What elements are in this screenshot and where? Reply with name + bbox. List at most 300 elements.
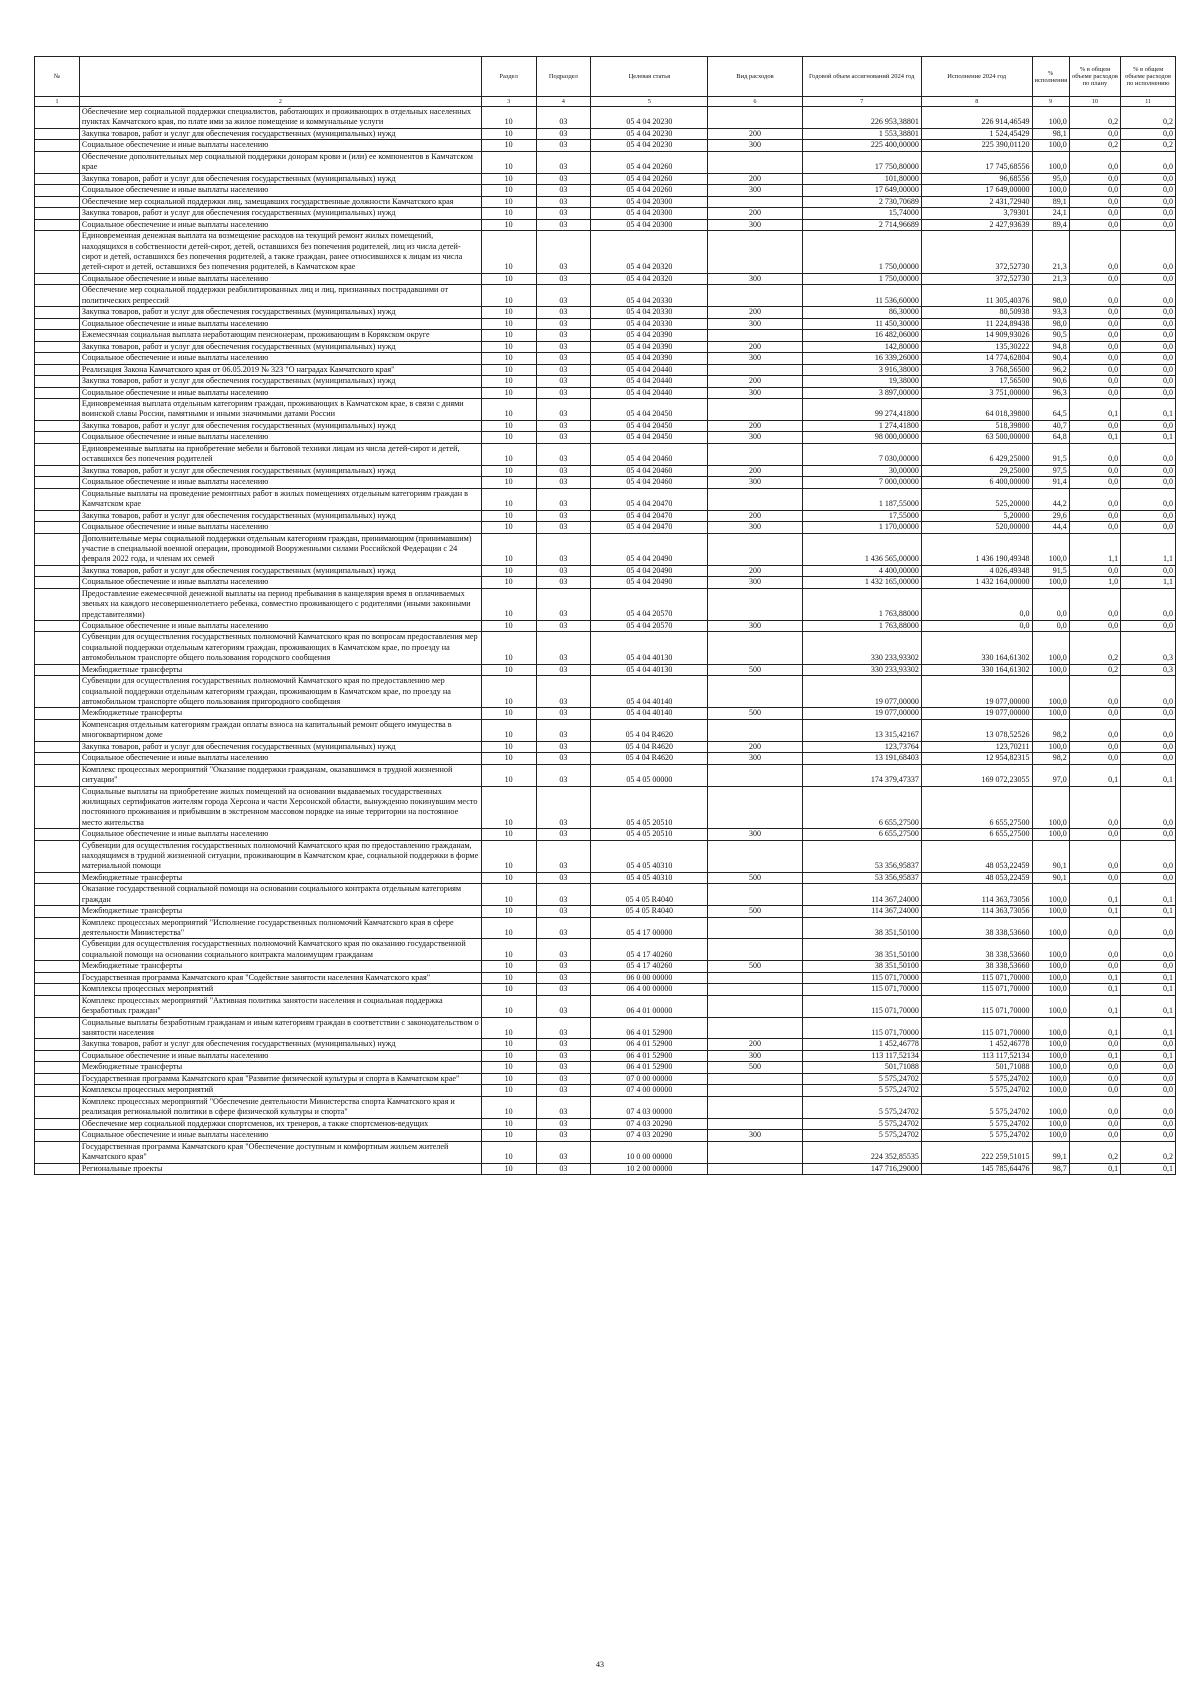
- podrazdel-cell: 03: [536, 273, 591, 285]
- column-number: 7: [802, 97, 921, 107]
- row-number-cell: [35, 285, 80, 307]
- annual-plan-cell: 101,80000: [802, 173, 921, 185]
- razdel-cell: 10: [481, 196, 536, 208]
- share-plan-cell: 0,0: [1069, 196, 1120, 208]
- share-plan-cell: 0,0: [1069, 219, 1120, 231]
- podrazdel-cell: 03: [536, 884, 591, 906]
- target-article-cell: 05 4 04 R4620: [591, 753, 708, 765]
- share-plan-cell: 0,0: [1069, 387, 1120, 399]
- execution-percent-cell: 40,7: [1032, 420, 1069, 432]
- annual-plan-cell: 3 916,38000: [802, 364, 921, 376]
- share-execution-cell: 0,0: [1121, 840, 1176, 872]
- row-number-cell: [35, 522, 80, 534]
- execution-cell: 372,52730: [921, 273, 1032, 285]
- target-article-cell: 05 4 05 40310: [591, 872, 708, 884]
- share-execution-cell: 0,0: [1121, 1118, 1176, 1130]
- expense-type-cell: [708, 939, 802, 961]
- podrazdel-cell: 03: [536, 664, 591, 676]
- execution-percent-cell: 100,0: [1032, 140, 1069, 152]
- razdel-cell: 10: [481, 307, 536, 319]
- row-number-cell: [35, 533, 80, 565]
- item-name: Межбюджетные трансферты: [79, 1062, 481, 1074]
- item-name: Компенсация отдельным категориям граждан оплаты взноса на капитальный ремонт общего имущества в многоквартирном доме: [79, 719, 481, 741]
- annual-plan-cell: 53 356,95837: [802, 840, 921, 872]
- share-execution-cell: 0,1: [1121, 972, 1176, 984]
- share-plan-cell: 0,2: [1069, 1141, 1120, 1163]
- podrazdel-cell: 03: [536, 173, 591, 185]
- execution-percent-cell: 24,1: [1032, 208, 1069, 220]
- row-number-cell: [35, 1130, 80, 1142]
- share-execution-cell: 0,0: [1121, 565, 1176, 577]
- podrazdel-cell: 03: [536, 620, 591, 632]
- share-plan-cell: 0,2: [1069, 107, 1120, 129]
- share-execution-cell: 0,0: [1121, 961, 1176, 973]
- execution-percent-cell: 0,0: [1032, 620, 1069, 632]
- target-article-cell: 06 4 01 52900: [591, 1050, 708, 1062]
- razdel-cell: 10: [481, 829, 536, 841]
- razdel-cell: 10: [481, 984, 536, 996]
- execution-cell: 6 429,25000: [921, 443, 1032, 465]
- execution-cell: 5 575,24702: [921, 1073, 1032, 1085]
- target-article-cell: 10 0 00 00000: [591, 1141, 708, 1163]
- share-plan-cell: 0,1: [1069, 906, 1120, 918]
- row-number-cell: [35, 488, 80, 510]
- execution-percent-cell: 100,0: [1032, 664, 1069, 676]
- target-article-cell: 05 4 04 20330: [591, 285, 708, 307]
- expense-type-cell: 200: [708, 208, 802, 220]
- column-number: 2: [79, 97, 481, 107]
- razdel-cell: 10: [481, 1050, 536, 1062]
- table-row: [35, 884, 1176, 906]
- item-name: Социальное обеспечение и иные выплаты населению: [79, 753, 481, 765]
- item-name: Обеспечение мер социальной поддержки реабилитированных лиц и лиц, признанных пострадавшими от политических репрессий: [79, 285, 481, 307]
- share-plan-cell: 0,0: [1069, 307, 1120, 319]
- item-name: Субвенции для осуществления государственных полномочий Камчатского края по оказанию государственной социальной помощи на основании социального контракта малоимущим гражданам: [79, 939, 481, 961]
- execution-percent-cell: 100,0: [1032, 1017, 1069, 1039]
- razdel-cell: 10: [481, 1073, 536, 1085]
- expense-type-cell: [708, 719, 802, 741]
- expense-type-cell: [708, 764, 802, 786]
- execution-percent-cell: 100,0: [1032, 906, 1069, 918]
- execution-cell: 115 071,70000: [921, 1017, 1032, 1039]
- podrazdel-cell: 03: [536, 577, 591, 589]
- share-plan-cell: 0,0: [1069, 961, 1120, 973]
- share-execution-cell: 0,0: [1121, 387, 1176, 399]
- podrazdel-cell: 03: [536, 753, 591, 765]
- table-row: [35, 151, 1176, 173]
- execution-percent-cell: 100,0: [1032, 972, 1069, 984]
- execution-cell: 1 432 164,00000: [921, 577, 1032, 589]
- podrazdel-cell: 03: [536, 764, 591, 786]
- table-row: [35, 1118, 1176, 1130]
- annual-plan-cell: 19,38000: [802, 376, 921, 388]
- annual-plan-cell: 6 655,27500: [802, 786, 921, 829]
- row-number-cell: [35, 995, 80, 1017]
- podrazdel-cell: 03: [536, 330, 591, 342]
- row-number-cell: [35, 399, 80, 421]
- annual-plan-cell: 2 714,96689: [802, 219, 921, 231]
- podrazdel-cell: 03: [536, 533, 591, 565]
- share-plan-cell: 0,0: [1069, 273, 1120, 285]
- podrazdel-cell: 03: [536, 840, 591, 872]
- share-execution-cell: 0,0: [1121, 708, 1176, 720]
- execution-cell: 3,79301: [921, 208, 1032, 220]
- target-article-cell: 05 4 04 20440: [591, 364, 708, 376]
- expense-type-cell: 300: [708, 1130, 802, 1142]
- table-row: [35, 972, 1176, 984]
- razdel-cell: 10: [481, 376, 536, 388]
- execution-cell: 123,70211: [921, 741, 1032, 753]
- table-row: [35, 318, 1176, 330]
- share-plan-cell: 0,1: [1069, 884, 1120, 906]
- expense-type-cell: [708, 884, 802, 906]
- annual-plan-cell: 1 750,00000: [802, 231, 921, 274]
- target-article-cell: 10 2 00 00000: [591, 1163, 708, 1175]
- row-number-cell: [35, 219, 80, 231]
- execution-cell: 38 338,53660: [921, 961, 1032, 973]
- budget-execution-table: [34, 56, 1176, 1175]
- share-execution-cell: 0,1: [1121, 906, 1176, 918]
- row-number-cell: [35, 764, 80, 786]
- razdel-cell: 10: [481, 884, 536, 906]
- annual-plan-cell: 115 071,70000: [802, 984, 921, 996]
- expense-type-cell: 300: [708, 829, 802, 841]
- annual-plan-cell: 30,00000: [802, 465, 921, 477]
- table-row: [35, 128, 1176, 140]
- execution-cell: 12 954,82315: [921, 753, 1032, 765]
- target-article-cell: 05 4 04 20490: [591, 577, 708, 589]
- podrazdel-cell: 03: [536, 708, 591, 720]
- item-name: Социальное обеспечение и иные выплаты населению: [79, 1050, 481, 1062]
- item-name: Межбюджетные трансферты: [79, 664, 481, 676]
- share-execution-cell: 0,0: [1121, 1039, 1176, 1051]
- row-number-cell: [35, 1073, 80, 1085]
- share-plan-cell: 0,0: [1069, 443, 1120, 465]
- annual-plan-cell: 5 575,24702: [802, 1130, 921, 1142]
- razdel-cell: 10: [481, 522, 536, 534]
- podrazdel-cell: 03: [536, 1050, 591, 1062]
- podrazdel-cell: 03: [536, 307, 591, 319]
- razdel-cell: 10: [481, 420, 536, 432]
- row-number-cell: [35, 906, 80, 918]
- annual-plan-cell: 226 953,38801: [802, 107, 921, 129]
- item-name: Социальное обеспечение и иные выплаты населению: [79, 140, 481, 152]
- expense-type-cell: [708, 995, 802, 1017]
- annual-plan-cell: 113 117,52134: [802, 1050, 921, 1062]
- annual-plan-cell: 7 030,00000: [802, 443, 921, 465]
- item-name: Государственная программа Камчатского края "Обеспечение доступным и комфортным жильем жителей Камчатского края": [79, 1141, 481, 1163]
- row-number-cell: [35, 1141, 80, 1163]
- share-execution-cell: 0,0: [1121, 231, 1176, 274]
- item-name: Закупка товаров, работ и услуг для обеспечения государственных (муниципальных) нужд: [79, 465, 481, 477]
- share-execution-cell: 0,0: [1121, 128, 1176, 140]
- target-article-cell: 05 4 04 20230: [591, 140, 708, 152]
- row-number-cell: [35, 984, 80, 996]
- row-number-cell: [35, 719, 80, 741]
- item-name: Ежемесячная социальная выплата неработающим пенсионерам, проживающим в Корякском округе: [79, 330, 481, 342]
- expense-type-cell: [708, 231, 802, 274]
- razdel-cell: 10: [481, 488, 536, 510]
- table-row: [35, 664, 1176, 676]
- execution-cell: 520,00000: [921, 522, 1032, 534]
- annual-plan-cell: 13 315,42167: [802, 719, 921, 741]
- annual-plan-cell: 1 553,38801: [802, 128, 921, 140]
- target-article-cell: 05 4 05 R4040: [591, 884, 708, 906]
- annual-plan-cell: 115 071,70000: [802, 995, 921, 1017]
- item-name: Закупка товаров, работ и услуг для обеспечения государственных (муниципальных) нужд: [79, 173, 481, 185]
- execution-percent-cell: 21,3: [1032, 273, 1069, 285]
- execution-cell: 1 452,46778: [921, 1039, 1032, 1051]
- execution-cell: 19 077,00000: [921, 676, 1032, 708]
- item-name: Закупка товаров, работ и услуг для обеспечения государственных (муниципальных) нужд: [79, 1039, 481, 1051]
- header-podrazdel: Подраздел: [536, 57, 591, 97]
- execution-percent-cell: 100,0: [1032, 961, 1069, 973]
- target-article-cell: 05 4 05 20510: [591, 829, 708, 841]
- target-article-cell: 05 4 04 40130: [591, 664, 708, 676]
- share-plan-cell: 0,0: [1069, 708, 1120, 720]
- podrazdel-cell: 03: [536, 219, 591, 231]
- target-article-cell: 05 4 04 20450: [591, 420, 708, 432]
- podrazdel-cell: 03: [536, 376, 591, 388]
- header-target-article: Целевая статья: [591, 57, 708, 97]
- expense-type-cell: 300: [708, 1050, 802, 1062]
- target-article-cell: 05 4 04 20330: [591, 318, 708, 330]
- expense-type-cell: 300: [708, 185, 802, 197]
- row-number-cell: [35, 664, 80, 676]
- execution-cell: 5,20000: [921, 510, 1032, 522]
- execution-cell: 19 077,00000: [921, 708, 1032, 720]
- razdel-cell: 10: [481, 1130, 536, 1142]
- share-plan-cell: 0,0: [1069, 588, 1120, 620]
- header-share-plan: % в общем объеме расходов по плану: [1069, 57, 1120, 97]
- table-row: [35, 443, 1176, 465]
- execution-percent-cell: 94,8: [1032, 341, 1069, 353]
- column-number: 3: [481, 97, 536, 107]
- razdel-cell: 10: [481, 961, 536, 973]
- table-row: [35, 1130, 1176, 1142]
- item-name: Единовременная денежная выплата на возмещение расходов на текущий ремонт жилых помещений, находящихся в собственности детей-сирот, детей, оставшихся без попечения родителей, лиц из числа детей-сирот и детей, оставшихся без попечения родителей, а также граждан, ранее относившихся к лицам из числа детей-сирот и детей, оставшихся без попечения родителей, в Камчатском крае: [79, 231, 481, 274]
- execution-cell: 14 909,93026: [921, 330, 1032, 342]
- podrazdel-cell: 03: [536, 196, 591, 208]
- execution-cell: 80,50938: [921, 307, 1032, 319]
- expense-type-cell: [708, 1163, 802, 1175]
- share-execution-cell: 0,1: [1121, 884, 1176, 906]
- column-number: 9: [1032, 97, 1069, 107]
- razdel-cell: 10: [481, 510, 536, 522]
- table-row: [35, 741, 1176, 753]
- annual-plan-cell: 17,55000: [802, 510, 921, 522]
- execution-percent-cell: 90,5: [1032, 330, 1069, 342]
- expense-type-cell: [708, 676, 802, 708]
- podrazdel-cell: 03: [536, 399, 591, 421]
- expense-type-cell: [708, 588, 802, 620]
- podrazdel-cell: 03: [536, 231, 591, 274]
- table-row: [35, 1062, 1176, 1074]
- row-number-cell: [35, 917, 80, 939]
- share-plan-cell: 0,0: [1069, 1085, 1120, 1097]
- table-row: [35, 307, 1176, 319]
- table-row: [35, 364, 1176, 376]
- row-number-cell: [35, 510, 80, 522]
- expense-type-cell: 500: [708, 961, 802, 973]
- podrazdel-cell: 03: [536, 1118, 591, 1130]
- table-row: [35, 829, 1176, 841]
- annual-plan-cell: 330 233,93302: [802, 664, 921, 676]
- share-execution-cell: 0,0: [1121, 318, 1176, 330]
- share-plan-cell: 0,2: [1069, 664, 1120, 676]
- target-article-cell: 07 4 03 20290: [591, 1130, 708, 1142]
- share-plan-cell: 0,0: [1069, 829, 1120, 841]
- row-number-cell: [35, 107, 80, 129]
- row-number-cell: [35, 231, 80, 274]
- target-article-cell: 05 4 05 00000: [591, 764, 708, 786]
- item-name: Единовременные выплаты на приобретение мебели и бытовой техники лицам из числа детей-сирот и детей, оставшихся без попечения родителей: [79, 443, 481, 465]
- podrazdel-cell: 03: [536, 917, 591, 939]
- target-article-cell: 07 4 03 20290: [591, 1118, 708, 1130]
- item-name: Социальное обеспечение и иные выплаты населению: [79, 387, 481, 399]
- row-number-cell: [35, 961, 80, 973]
- share-execution-cell: 0,1: [1121, 432, 1176, 444]
- execution-percent-cell: 96,2: [1032, 364, 1069, 376]
- expense-type-cell: [708, 917, 802, 939]
- table-row: [35, 185, 1176, 197]
- annual-plan-cell: 123,73764: [802, 741, 921, 753]
- share-execution-cell: 0,0: [1121, 588, 1176, 620]
- header-share-execution: % в общем объеме расходов по исполнению: [1121, 57, 1176, 97]
- target-article-cell: 05 4 04 20470: [591, 488, 708, 510]
- execution-percent-cell: 100,0: [1032, 1039, 1069, 1051]
- execution-percent-cell: 98,1: [1032, 128, 1069, 140]
- row-number-cell: [35, 465, 80, 477]
- table-row: [35, 620, 1176, 632]
- share-execution-cell: 0,2: [1121, 1141, 1176, 1163]
- execution-percent-cell: 64,8: [1032, 432, 1069, 444]
- target-article-cell: 05 4 04 20470: [591, 522, 708, 534]
- execution-percent-cell: 100,0: [1032, 107, 1069, 129]
- item-name: Закупка товаров, работ и услуг для обеспечения государственных (муниципальных) нужд: [79, 376, 481, 388]
- expense-type-cell: [708, 1017, 802, 1039]
- share-plan-cell: 0,1: [1069, 1017, 1120, 1039]
- column-number: 10: [1069, 97, 1120, 107]
- target-article-cell: 05 4 05 20510: [591, 786, 708, 829]
- target-article-cell: 05 4 04 R4620: [591, 741, 708, 753]
- share-plan-cell: 0,1: [1069, 972, 1120, 984]
- item-name: Комплексы процессных мероприятий: [79, 984, 481, 996]
- table-row: [35, 1163, 1176, 1175]
- execution-cell: 17 649,00000: [921, 185, 1032, 197]
- table-row: [35, 917, 1176, 939]
- table-row: [35, 1039, 1176, 1051]
- annual-plan-cell: 99 274,41800: [802, 399, 921, 421]
- expense-type-cell: [708, 364, 802, 376]
- expense-type-cell: [708, 1085, 802, 1097]
- item-name: Социальные выплаты на проведение ремонтных работ в жилых помещениях отдельным категориям граждан в Камчатском крае: [79, 488, 481, 510]
- row-number-cell: [35, 1096, 80, 1118]
- podrazdel-cell: 03: [536, 676, 591, 708]
- share-plan-cell: 1,0: [1069, 577, 1120, 589]
- expense-type-cell: [708, 151, 802, 173]
- target-article-cell: 05 4 04 20230: [591, 107, 708, 129]
- share-execution-cell: 0,0: [1121, 364, 1176, 376]
- target-article-cell: 05 4 05 R4040: [591, 906, 708, 918]
- annual-plan-cell: 114 367,24000: [802, 906, 921, 918]
- razdel-cell: 10: [481, 906, 536, 918]
- column-number: 1: [35, 97, 80, 107]
- share-execution-cell: 0,0: [1121, 1085, 1176, 1097]
- share-execution-cell: 0,1: [1121, 984, 1176, 996]
- item-name: Региональные проекты: [79, 1163, 481, 1175]
- annual-plan-cell: 1 187,55000: [802, 488, 921, 510]
- execution-percent-cell: 97,0: [1032, 764, 1069, 786]
- execution-percent-cell: 100,0: [1032, 1096, 1069, 1118]
- table-row: [35, 764, 1176, 786]
- item-name: Обеспечение дополнительных мер социальной поддержки донорам крови и (или) ее компонентов в Камчатском крае: [79, 151, 481, 173]
- execution-cell: 5 575,24702: [921, 1118, 1032, 1130]
- expense-type-cell: [708, 1118, 802, 1130]
- execution-cell: 114 363,73056: [921, 906, 1032, 918]
- row-number-cell: [35, 318, 80, 330]
- annual-plan-cell: 17 649,00000: [802, 185, 921, 197]
- item-name: Социальные выплаты на приобретение жилых помещений на основании выдаваемых государственных жилищных сертификатов жителям города Херсона и части Херсонской области, вынужденно покинувшим место постоянного проживания и прибывшим в экстренном массовом порядке на иные территории на постоянное место жительства: [79, 786, 481, 829]
- razdel-cell: 10: [481, 972, 536, 984]
- share-execution-cell: 0,0: [1121, 741, 1176, 753]
- share-plan-cell: 0,0: [1069, 840, 1120, 872]
- share-plan-cell: 0,0: [1069, 939, 1120, 961]
- target-article-cell: 05 4 04 20390: [591, 353, 708, 365]
- row-number-cell: [35, 128, 80, 140]
- execution-percent-cell: 100,0: [1032, 708, 1069, 720]
- execution-percent-cell: 64,5: [1032, 399, 1069, 421]
- row-number-cell: [35, 196, 80, 208]
- table-row: [35, 995, 1176, 1017]
- share-plan-cell: 0,0: [1069, 285, 1120, 307]
- share-execution-cell: 0,0: [1121, 353, 1176, 365]
- share-execution-cell: 0,0: [1121, 151, 1176, 173]
- table-row: [35, 341, 1176, 353]
- share-execution-cell: 0,0: [1121, 917, 1176, 939]
- razdel-cell: 10: [481, 173, 536, 185]
- execution-cell: 113 117,52134: [921, 1050, 1032, 1062]
- target-article-cell: 05 4 04 20300: [591, 208, 708, 220]
- podrazdel-cell: 03: [536, 719, 591, 741]
- column-number: 8: [921, 97, 1032, 107]
- execution-percent-cell: 90,1: [1032, 840, 1069, 872]
- share-execution-cell: 1,1: [1121, 577, 1176, 589]
- table-row: [35, 107, 1176, 129]
- row-number-cell: [35, 432, 80, 444]
- execution-cell: 11 305,40376: [921, 285, 1032, 307]
- header-execution-percent: % исполнения: [1032, 57, 1069, 97]
- expense-type-cell: 500: [708, 708, 802, 720]
- execution-percent-cell: 100,0: [1032, 917, 1069, 939]
- razdel-cell: 10: [481, 387, 536, 399]
- razdel-cell: 10: [481, 708, 536, 720]
- razdel-cell: 10: [481, 1085, 536, 1097]
- execution-cell: 48 053,22459: [921, 872, 1032, 884]
- annual-plan-cell: 19 077,00000: [802, 676, 921, 708]
- annual-plan-cell: 86,30000: [802, 307, 921, 319]
- share-execution-cell: 0,0: [1121, 676, 1176, 708]
- podrazdel-cell: 03: [536, 565, 591, 577]
- razdel-cell: 10: [481, 533, 536, 565]
- razdel-cell: 10: [481, 1141, 536, 1163]
- table-row: [35, 1085, 1176, 1097]
- row-number-cell: [35, 632, 80, 664]
- razdel-cell: 10: [481, 219, 536, 231]
- annual-plan-cell: 1 436 565,00000: [802, 533, 921, 565]
- item-name: Государственная программа Камчатского края "Развитие физической культуры и спорта в Камчатском крае": [79, 1073, 481, 1085]
- row-number-cell: [35, 939, 80, 961]
